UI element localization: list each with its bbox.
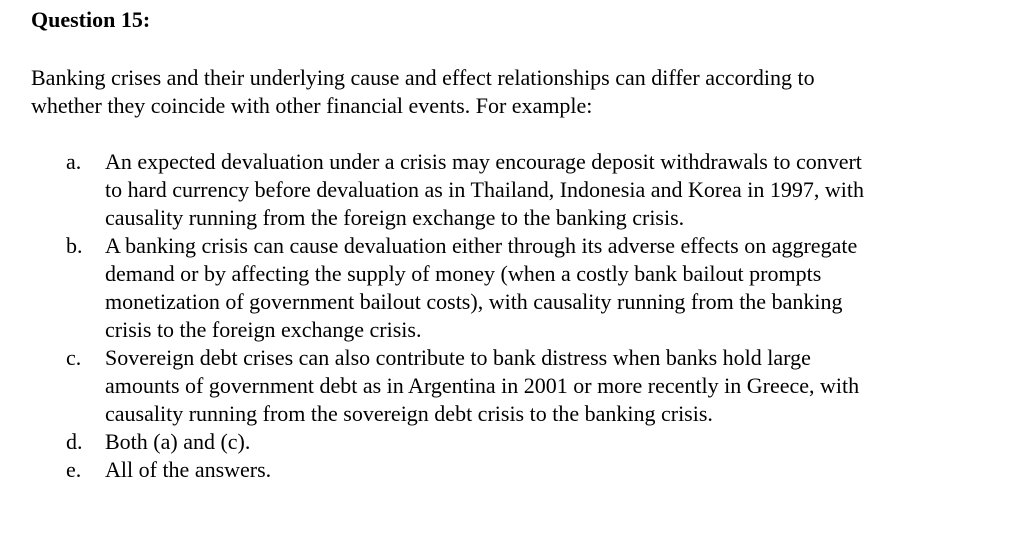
option-letter: c. <box>66 345 82 370</box>
option-text <box>105 148 1024 232</box>
intro-line: Banking crises and their underlying cause and effect relationships can differ according to <box>31 65 815 90</box>
option-line: A banking crisis can cause devaluation either through its adverse effects on aggregate <box>105 233 858 258</box>
intro-line: whether they coincide with other financial events. For example: <box>31 93 593 118</box>
option-text <box>105 428 1024 456</box>
option-text <box>105 456 1024 484</box>
option-line: amounts of government debt as in Argentina in 2001 or more recently in Greece, with <box>105 373 860 398</box>
option-line: causality running from the sovereign debt crisis to the banking crisis. <box>105 401 713 426</box>
question-title: Question 15: <box>31 7 151 32</box>
answer-options-list <box>0 148 1024 484</box>
answer-option-c <box>0 344 1024 428</box>
option-line: An expected devaluation under a crisis may encourage deposit withdrawals to convert <box>105 149 862 174</box>
option-text <box>105 344 1024 428</box>
option-line: to hard currency before devaluation as in Thailand, Indonesia and Korea in 1997, with <box>105 177 864 202</box>
option-line: All of the answers. <box>105 457 272 482</box>
answer-option-d <box>0 428 1024 456</box>
option-line: monetization of government bailout costs), with causality running from the banking <box>105 289 843 314</box>
answer-option-b <box>0 232 1024 344</box>
answer-option-a <box>0 148 1024 232</box>
option-line: causality running from the foreign exchange to the banking crisis. <box>105 205 685 230</box>
question-intro <box>31 64 991 120</box>
option-text <box>105 232 1024 344</box>
option-letter: d. <box>66 429 83 454</box>
option-line: crisis to the foreign exchange crisis. <box>105 317 422 342</box>
option-line: Both (a) and (c). <box>105 429 251 454</box>
option-line: Sovereign debt crises can also contribute to bank distress when banks hold large <box>105 345 811 370</box>
option-letter: a. <box>66 149 82 174</box>
option-letter: b. <box>66 233 83 258</box>
option-letter: e. <box>66 457 82 482</box>
option-line: demand or by affecting the supply of money (when a costly bank bailout prompts <box>105 261 822 286</box>
answer-option-e <box>0 456 1024 484</box>
